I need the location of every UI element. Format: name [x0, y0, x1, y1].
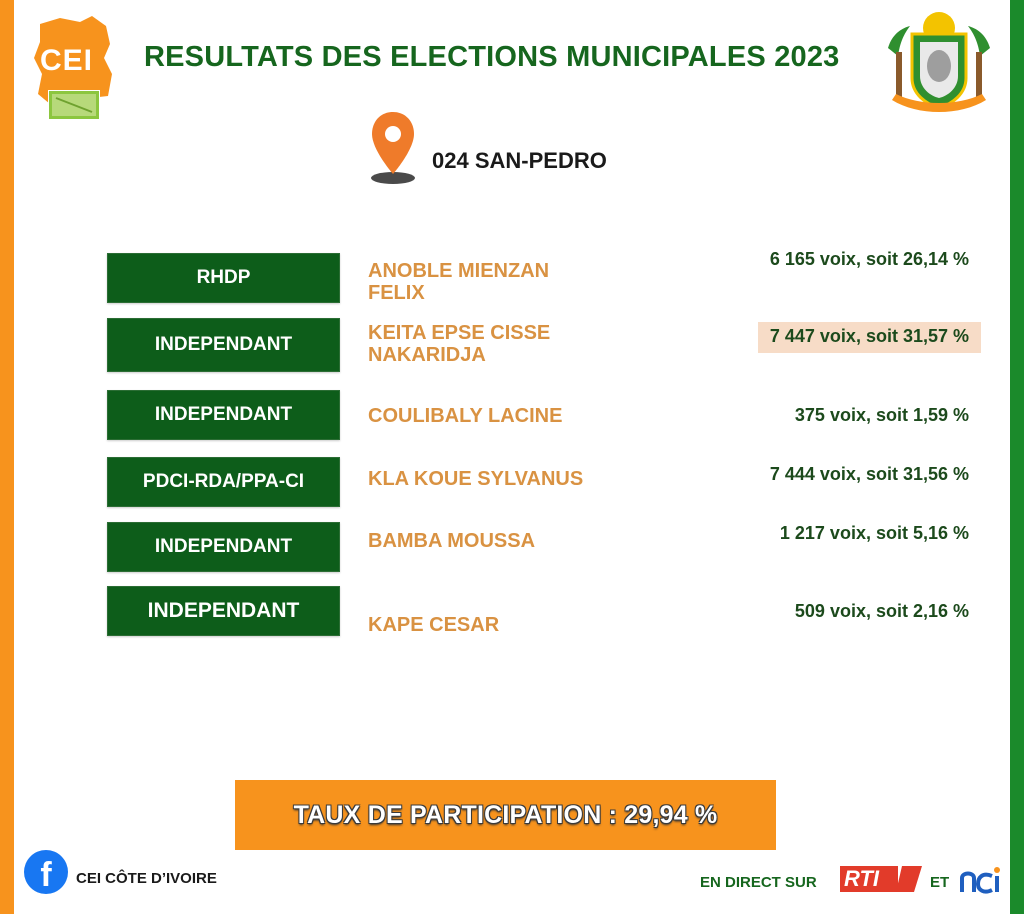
left-orange-bar: [0, 0, 14, 914]
participation-rate: TAUX DE PARTICIPATION : 29,94 %: [293, 800, 718, 829]
candidate-name: KLA KOUE SYLVANUS: [368, 468, 584, 490]
candidate-name: BAMBA MOUSSA: [368, 530, 536, 552]
location-name: 024 SAN-PEDRO: [432, 148, 607, 173]
candidate-name: COULIBALY LACINE: [368, 405, 563, 427]
vote-result: 6 165 voix, soit 26,14 %: [769, 249, 969, 269]
live-on-label: EN DIRECT SUR: [700, 874, 817, 891]
nci-logo: [958, 864, 1002, 896]
facebook-page-label: CEI CÔTE D’IVOIRE: [76, 870, 217, 887]
coat-of-arms-icon: [878, 8, 1000, 122]
candidate-name: ANOBLE MIENZAN FELIX: [368, 260, 550, 304]
cei-logo-text: CEI: [40, 44, 94, 77]
page-title: RESULTATS DES ELECTIONS MUNICIPALES 2023: [144, 41, 840, 73]
vote-result: 1 217 voix, soit 5,16 %: [779, 523, 969, 543]
party-badge: INDEPENDANT: [107, 522, 340, 572]
right-green-bar: [1010, 0, 1024, 914]
vote-result: 375 voix, soit 1,59 %: [794, 405, 969, 425]
party-badge: RHDP: [107, 253, 340, 303]
cei-logo: [30, 14, 116, 114]
participation-banner: [235, 780, 776, 850]
candidate-name: KAPE CESAR: [368, 614, 500, 636]
party-badge: INDEPENDANT: [107, 390, 340, 440]
vote-result: 7 444 voix, soit 31,56 %: [769, 464, 969, 484]
party-badge: INDEPENDANT: [107, 586, 340, 636]
party-badge: PDCI-RDA/PPA-CI: [107, 457, 340, 507]
party-badge: INDEPENDANT: [107, 318, 340, 372]
vote-result-winner: 7 447 voix, soit 31,57 %: [758, 322, 981, 353]
map-pin-icon: [368, 110, 418, 186]
candidate-name: KEITA EPSE CISSE NAKARIDJA: [368, 322, 551, 366]
and-label: ET: [930, 874, 950, 891]
vote-result: 509 voix, soit 2,16 %: [794, 601, 969, 621]
rti-logo-text: RTI: [844, 866, 880, 891]
facebook-icon[interactable]: f: [24, 850, 68, 894]
ballot-box-icon: [48, 90, 100, 124]
